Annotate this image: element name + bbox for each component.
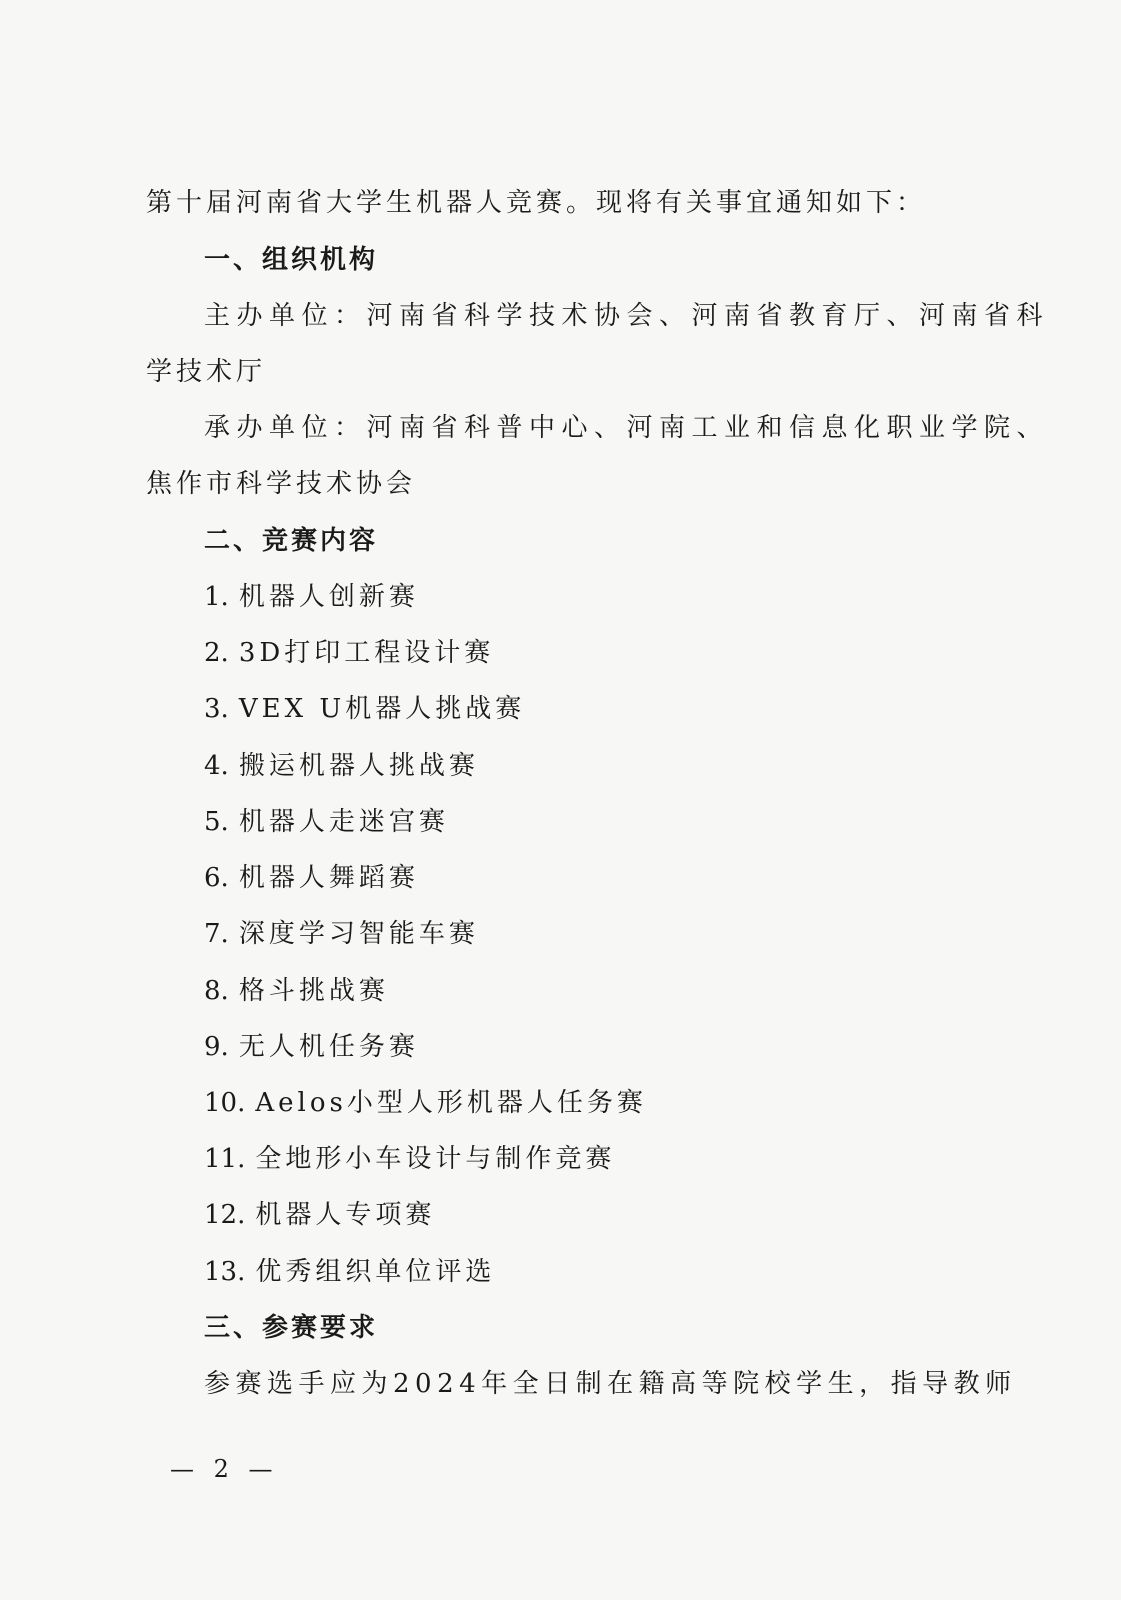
host-line-2: 焦作市科学技术协会 xyxy=(146,469,417,499)
item-number: 6. xyxy=(204,863,229,893)
item-number: 5. xyxy=(204,807,229,837)
section-heading-competition-content: 二、竞赛内容 xyxy=(204,526,379,556)
page-number: — 2 — xyxy=(170,1455,279,1483)
item-number: 7. xyxy=(204,919,229,949)
item-number: 10. xyxy=(204,1088,246,1118)
item-name: 深度学习智能车赛 xyxy=(238,919,479,949)
organizer-line-1: 主办单位：河南省科学技术协会、河南省教育厅、河南省科 xyxy=(204,301,1050,331)
competition-item xyxy=(204,636,494,670)
item-number: 2. xyxy=(204,638,229,668)
item-number: 4. xyxy=(204,751,229,781)
competition-item xyxy=(204,1086,647,1120)
competition-item xyxy=(204,1142,615,1176)
competition-item xyxy=(204,1030,419,1064)
competition-item xyxy=(204,1255,495,1289)
section-heading-requirements: 三、参赛要求 xyxy=(204,1313,379,1343)
host-line-1: 承办单位：河南省科普中心、河南工业和信息化职业学院、 xyxy=(204,413,1050,443)
item-number: 8. xyxy=(204,976,229,1006)
item-number: 13. xyxy=(204,1257,246,1287)
item-name: 机器人舞蹈赛 xyxy=(238,863,419,893)
competition-item xyxy=(204,580,419,614)
item-name: 优秀组织单位评选 xyxy=(255,1257,496,1287)
item-name: 搬运机器人挑战赛 xyxy=(238,751,479,781)
competition-item xyxy=(204,805,449,839)
requirements-line-1: 参赛选手应为2024年全日制在籍高等院校学生，指导教师 xyxy=(204,1369,1017,1399)
item-number: 12. xyxy=(204,1200,246,1230)
item-name: 机器人专项赛 xyxy=(255,1200,436,1230)
item-number: 1. xyxy=(204,582,229,612)
section-heading-organization: 一、组织机构 xyxy=(204,245,379,275)
item-name: Aelos小型人形机器人任务赛 xyxy=(255,1088,647,1118)
item-name: 3D打印工程设计赛 xyxy=(238,638,495,668)
item-name: VEX U机器人挑战赛 xyxy=(238,694,526,724)
competition-item xyxy=(204,692,525,726)
intro-paragraph-tail: 第十届河南省大学生机器人竞赛。现将有关事宜通知如下： xyxy=(146,188,927,218)
competition-item xyxy=(204,917,479,951)
competition-item xyxy=(204,861,419,895)
item-number: 11. xyxy=(204,1144,246,1174)
item-number: 9. xyxy=(204,1032,229,1062)
item-name: 无人机任务赛 xyxy=(238,1032,419,1062)
item-name: 机器人走迷宫赛 xyxy=(238,807,449,837)
competition-item xyxy=(204,1198,435,1232)
item-name: 全地形小车设计与制作竞赛 xyxy=(255,1144,616,1174)
organizer-line-2: 学技术厅 xyxy=(146,357,267,387)
competition-item xyxy=(204,749,479,783)
item-number: 3. xyxy=(204,694,229,724)
competition-item xyxy=(204,974,389,1008)
item-name: 机器人创新赛 xyxy=(238,582,419,612)
item-name: 格斗挑战赛 xyxy=(238,976,389,1006)
